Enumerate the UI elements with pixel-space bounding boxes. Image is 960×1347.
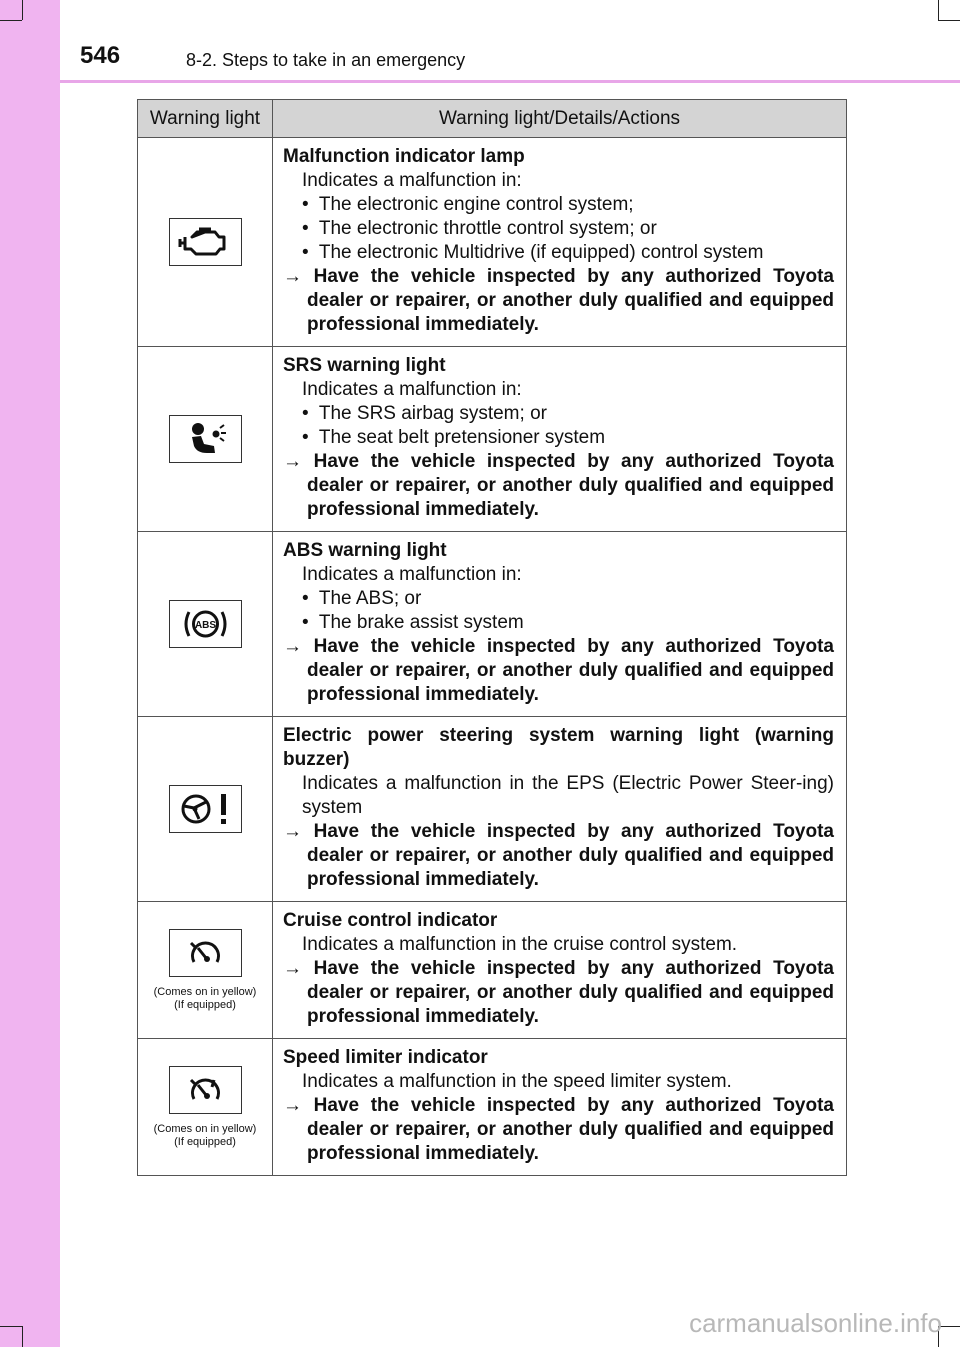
table-row xyxy=(138,347,847,532)
row-action: → Have the vehicle inspected by any authorized Toyota dealer or repairer, or another duly qualified and equipped professional immediately. xyxy=(283,1095,834,1164)
row-action: → Have the vehicle inspected by any authorized Toyota dealer or repairer, or another duly qualified and equipped professional immediately. xyxy=(283,266,834,335)
description-cell xyxy=(273,1039,847,1176)
table-row xyxy=(138,1039,847,1176)
arrow-icon: → xyxy=(283,958,302,979)
icon-cell xyxy=(138,1039,273,1176)
row-title: Malfunction indicator lamp xyxy=(283,146,525,167)
bullet-item: • The ABS; or xyxy=(302,588,422,609)
arrow-icon: → xyxy=(283,636,302,657)
header-rule xyxy=(60,80,960,83)
page-number: 546 xyxy=(80,42,121,69)
table-row xyxy=(138,902,847,1039)
icon-note: (Comes on in yellow) (If equipped) xyxy=(153,985,257,1011)
side-color-strip xyxy=(0,0,60,1347)
icon-cell xyxy=(138,902,273,1039)
abs-icon xyxy=(169,600,242,648)
description-cell xyxy=(273,532,847,717)
speed-limiter-icon xyxy=(169,1066,242,1114)
icon-note: (Comes on in yellow) (If equipped) xyxy=(153,1122,257,1148)
row-intro: Indicates a malfunction in: xyxy=(302,170,522,191)
arrow-icon: → xyxy=(283,1095,302,1116)
bullet-item: • The electronic engine control system; xyxy=(302,194,634,215)
table-row xyxy=(138,138,847,347)
header-warning-light: Warning light xyxy=(138,100,273,138)
icon-cell xyxy=(138,532,273,717)
row-intro: Indicates a malfunction in: xyxy=(302,564,522,585)
icon-cell xyxy=(138,717,273,902)
row-title: Speed limiter indicator xyxy=(283,1047,488,1068)
crop-mark xyxy=(0,20,22,21)
crop-mark xyxy=(938,0,939,20)
bullet-item: • The electronic throttle control system; or xyxy=(302,218,657,239)
steering-warning-icon xyxy=(169,785,242,833)
icon-cell xyxy=(138,347,273,532)
row-title: ABS warning light xyxy=(283,540,447,561)
row-action: → Have the vehicle inspected by any authorized Toyota dealer or repairer, or another duly qualified and equipped professional immediately. xyxy=(283,958,834,1027)
watermark: carmanualsonline.info xyxy=(689,1308,942,1338)
srs-airbag-icon xyxy=(169,415,242,463)
section-title: 8-2. Steps to take in an emergency xyxy=(186,50,466,70)
icon-cell xyxy=(138,138,273,347)
header-details-actions: Warning light/Details/Actions xyxy=(273,100,847,138)
engine-icon xyxy=(169,218,242,266)
description-cell xyxy=(273,347,847,532)
row-action: → Have the vehicle inspected by any authorized Toyota dealer or repairer, or another duly qualified and equipped professional immediately. xyxy=(283,636,834,705)
row-action: → Have the vehicle inspected by any authorized Toyota dealer or repairer, or another duly qualified and equipped professional immediately. xyxy=(283,451,834,520)
row-intro: Indicates a malfunction in the cruise control system. xyxy=(302,934,738,955)
row-intro: Indicates a malfunction in the speed limiter system. xyxy=(302,1071,732,1092)
arrow-icon: → xyxy=(283,821,302,842)
bullet-item: • The seat belt pretensioner system xyxy=(302,427,606,448)
row-intro: Indicates a malfunction in the EPS (Electric Power Steer-ing) system xyxy=(302,773,834,818)
row-action: → Have the vehicle inspected by any authorized Toyota dealer or repairer, or another duly qualified and equipped professional immediately. xyxy=(283,821,834,890)
abs-label: ABS xyxy=(194,620,216,631)
description-cell xyxy=(273,717,847,902)
bullet-item: • The electronic Multidrive (if equipped) control system xyxy=(302,242,764,263)
crop-mark xyxy=(22,0,23,20)
table-row xyxy=(138,717,847,902)
arrow-icon: → xyxy=(283,266,302,287)
description-cell xyxy=(273,902,847,1039)
bullet-item: • The brake assist system xyxy=(302,612,524,633)
warning-light-table xyxy=(137,99,847,1176)
crop-mark xyxy=(22,1326,23,1347)
row-title: Electric power steering system warning light (warning buzzer) xyxy=(283,725,834,770)
cruise-control-icon xyxy=(169,929,242,977)
bullet-item: • The SRS airbag system; or xyxy=(302,403,547,424)
arrow-icon: → xyxy=(283,451,302,472)
crop-mark xyxy=(0,1326,22,1327)
row-title: Cruise control indicator xyxy=(283,910,498,931)
row-intro: Indicates a malfunction in: xyxy=(302,379,522,400)
table-row xyxy=(138,532,847,717)
crop-mark xyxy=(938,20,960,21)
table-header-row xyxy=(138,100,847,138)
description-cell xyxy=(273,138,847,347)
row-title: SRS warning light xyxy=(283,355,446,376)
